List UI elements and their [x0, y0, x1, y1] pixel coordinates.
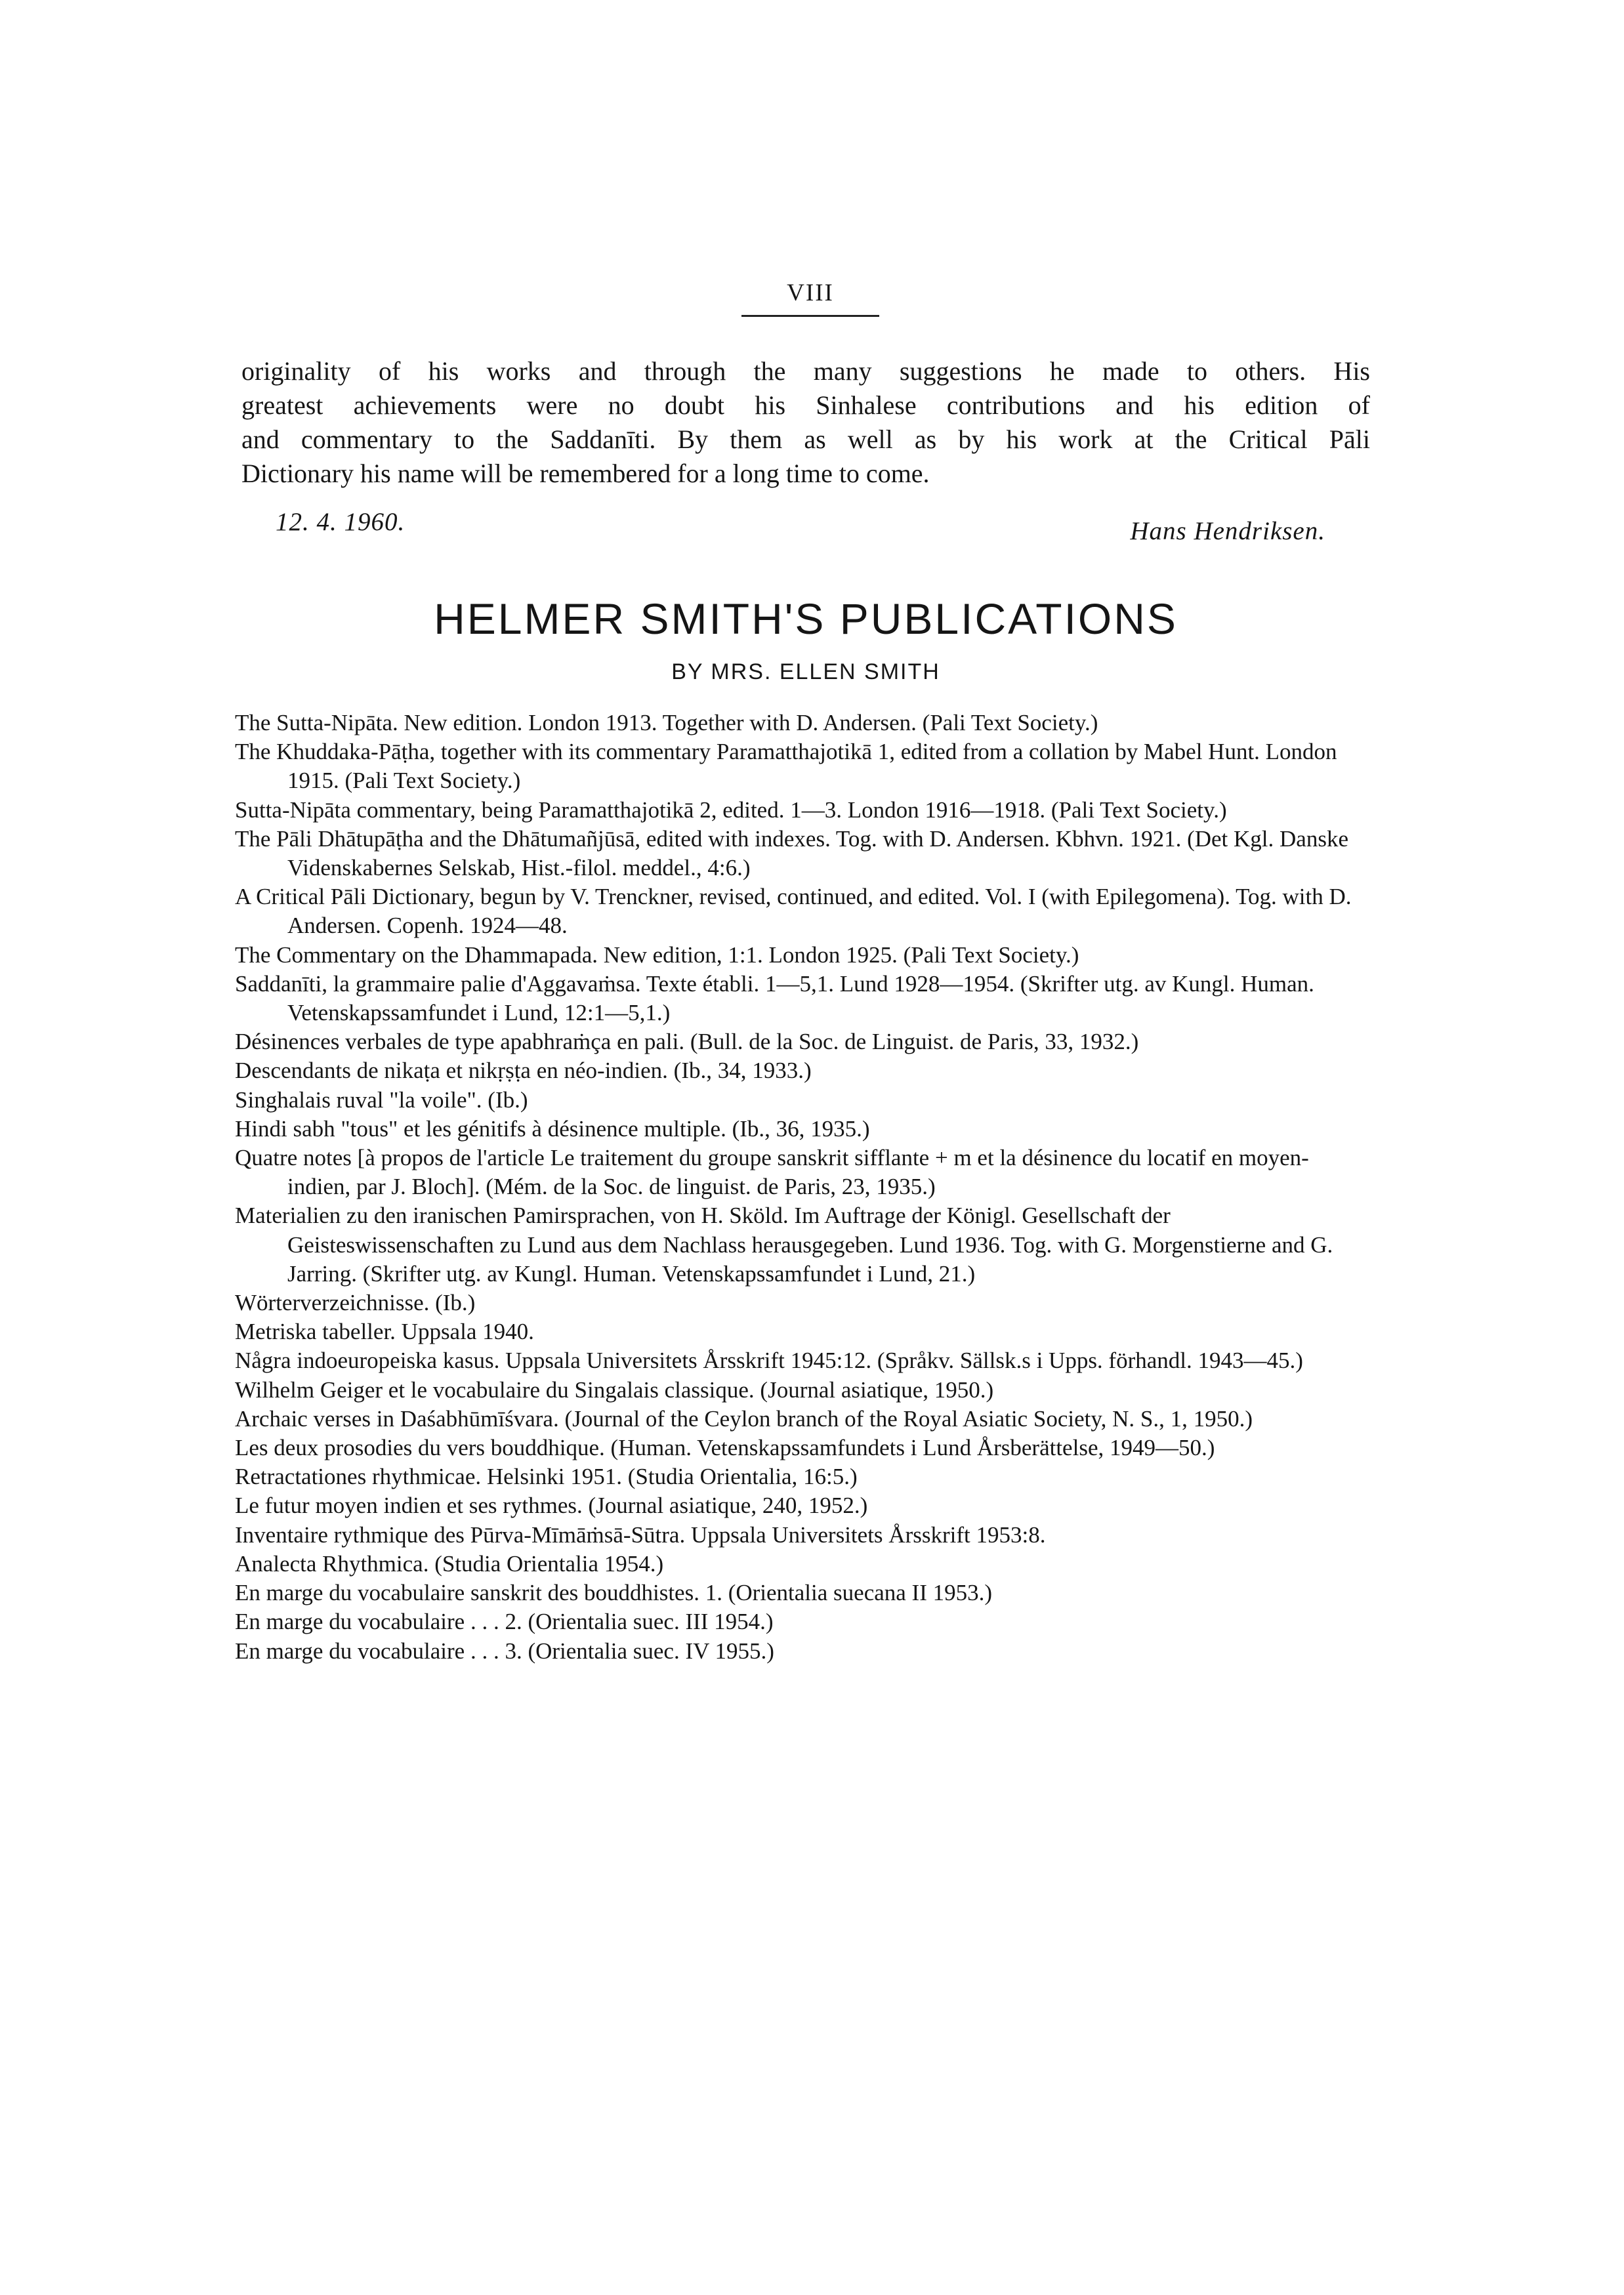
publication-entry: A Critical Pāli Dictionary, begun by V. Trenckner, revised, continued, and edited. Vol. I (with Epilegomena). Tog. with D. Andersen. Copenh. 1924—48.	[235, 884, 1352, 939]
publication-entry: The Commentary on the Dhammapada. New edition, 1:1. London 1925. (Pali Text Society.)	[235, 941, 1079, 968]
publication-entry: En marge du vocabulaire . . . 3. (Orientalia suec. IV 1955.)	[235, 1638, 774, 1664]
publication-entry: Désinences verbales de type apabhraṁça en pali. (Bull. de la Soc. de Linguist. de Paris, 33, 1932.)	[235, 1029, 1139, 1055]
publication-entry: Hindi sabh "tous" et les génitifs à désinence multiple. (Ib., 36, 1935.)	[235, 1115, 870, 1142]
intro-line: greatest achievements were no doubt his Sinhalese contributions and his edition of	[241, 390, 1370, 420]
publication-entry: Materialien zu den iranischen Pamirsprachen, von H. Sköld. Im Auftrage der Königl. Gesellschaft der Geisteswissenschaften zu Lund aus dem Nachlass herausgegeben. Lund 1936. Tog. with G. Morgenstierne and G. Jarring. (Skrifter utg. av Kungl. Human. Vetenskapssamfundet i Lund, 21.)	[235, 1203, 1333, 1287]
publication-entry: The Khuddaka-Pāṭha, together with its commentary Paramatthajotikā 1, edited from a collation by Mabel Hunt. London 1915. (Pali Text Society.)	[235, 739, 1337, 794]
publication-entry: The Pāli Dhātupāṭha and the Dhātumañjūsā, edited with indexes. Tog. with D. Andersen. Kbhvn. 1921. (Det Kgl. Danske Videnskabernes Selskab, Hist.-filol. meddel., 4:6.)	[235, 825, 1348, 881]
publication-entry: Les deux prosodies du vers bouddhique. (Human. Vetenskapssamfundets i Lund Årsberättelse, 1949—50.)	[235, 1435, 1215, 1461]
publication-entry: Inventaire rythmique des Pūrva-Mīmāṁsā-Sūtra. Uppsala Universitets Årsskrift 1953:8.	[235, 1521, 1046, 1548]
publication-entry: En marge du vocabulaire . . . 2. (Orientalia suec. III 1954.)	[235, 1609, 774, 1635]
publication-entry: Analecta Rhythmica. (Studia Orientalia 1954.)	[235, 1550, 664, 1577]
section-title: HELMER SMITH'S PUBLICATIONS	[434, 594, 1178, 643]
publication-list	[235, 709, 1370, 1666]
section-byline: BY MRS. ELLEN SMITH	[671, 659, 940, 684]
signoff-date: 12. 4. 1960.	[276, 508, 406, 536]
publication-entry: Le futur moyen indien et ses rythmes. (Journal asiatique, 240, 1952.)	[235, 1493, 868, 1519]
publication-entry: Några indoeuropeiska kasus. Uppsala Universitets Årsskrift 1945:12. (Språkv. Sällsk.s i Upps. förhandl. 1943—45.)	[235, 1348, 1303, 1374]
publication-entry: Descendants de nikaṭa et nikṛṣṭa en néo-indien. (Ib., 34, 1933.)	[235, 1058, 812, 1084]
intro-line: originality of his works and through the many suggestions he made to others. His	[241, 356, 1370, 386]
page-number: VIII	[741, 279, 879, 317]
publication-entry: Retractationes rhythmicae. Helsinki 1951. (Studia Orientalia, 16:5.)	[235, 1464, 858, 1490]
publication-entry: Archaic verses in Daśabhūmīśvara. (Journal of the Ceylon branch of the Royal Asiatic Society, N. S., 1, 1950.)	[235, 1405, 1253, 1432]
publication-entry: Singhalais ruval "la voile". (Ib.)	[235, 1086, 528, 1113]
publication-entry: The Sutta-Nipāta. New edition. London 1913. Together with D. Andersen. (Pali Text Society.)	[235, 710, 1098, 735]
intro-line: and commentary to the Saddanīti. By them as well as by his work at the Critical Pāli	[241, 424, 1370, 454]
intro-line: Dictionary his name will be remembered for a long time to come.	[241, 459, 930, 488]
intro-paragraph	[241, 354, 1370, 491]
publication-entry: En marge du vocabulaire sanskrit des bouddhistes. 1. (Orientalia suecana II 1953.)	[235, 1580, 993, 1606]
publication-entry: Quatre notes [à propos de l'article Le traitement du groupe sanskrit sifflante + m et la désinence du locatif en moyen-indien, par J. Bloch]. (Mém. de la Soc. de linguist. de Paris, 23, 1935.)	[235, 1145, 1309, 1200]
signoff-author: Hans Hendriksen.	[1130, 517, 1325, 545]
publication-entry: Metriska tabeller. Uppsala 1940.	[235, 1319, 534, 1345]
publication-entry: Sutta-Nipāta commentary, being Paramatthajotikā 2, edited. 1—3. London 1916—1918. (Pali Text Society.)	[235, 796, 1227, 823]
publication-entry: Wörterverzeichnisse. (Ib.)	[235, 1290, 476, 1316]
publication-entry: Saddanīti, la grammaire palie d'Aggavaṁsa. Texte établi. 1—5,1. Lund 1928—1954. (Skrifter utg. av Kungl. Human. Vetenskapssamfundet i Lund, 12:1—5,1.)	[235, 970, 1314, 1026]
publication-entry: Wilhelm Geiger et le vocabulaire du Singalais classique. (Journal asiatique, 1950.)	[235, 1376, 994, 1403]
